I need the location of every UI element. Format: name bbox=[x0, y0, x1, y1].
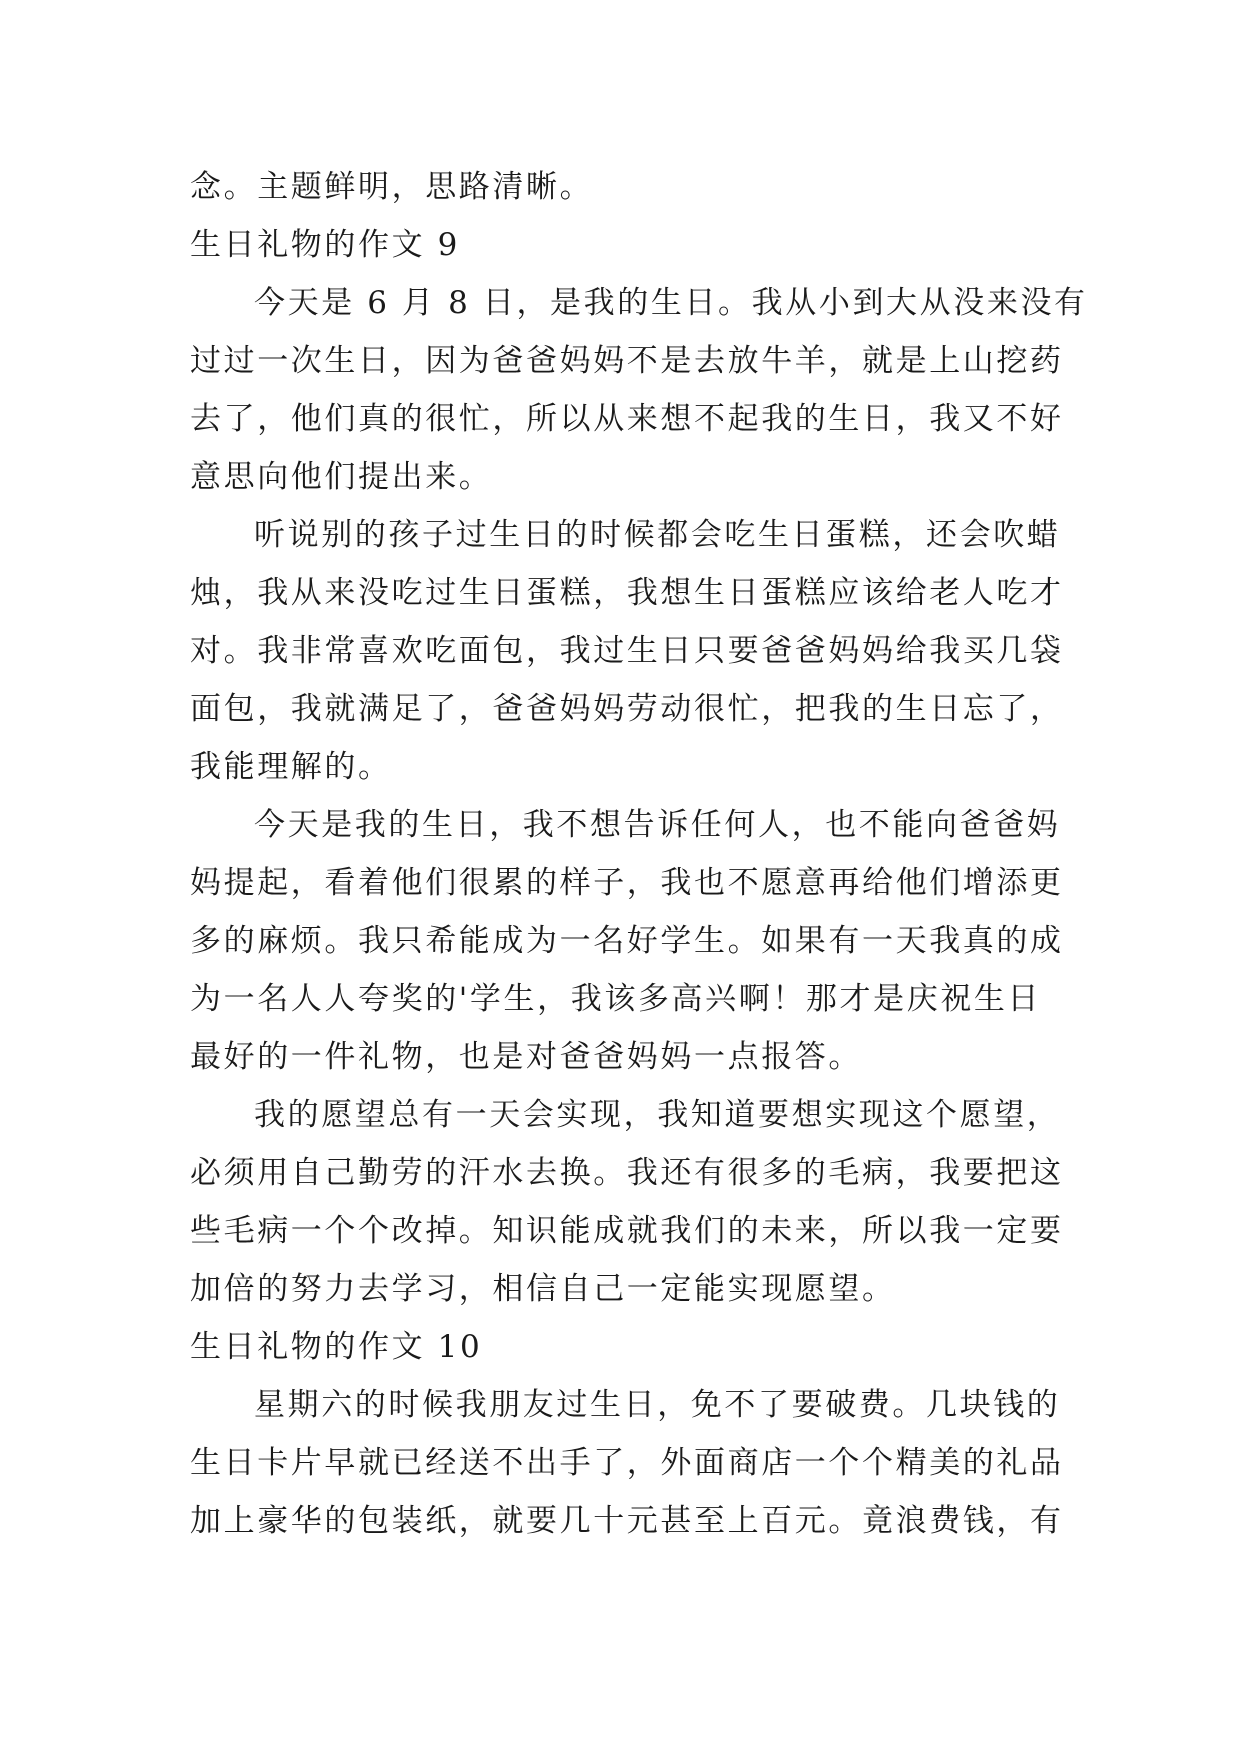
text-line: 加倍的努力去学习，相信自己一定能实现愿望。 bbox=[190, 1271, 896, 1307]
text-line: 烛，我从来没吃过生日蛋糕，我想生日蛋糕应该给老人吃才 bbox=[190, 575, 1064, 611]
text-line: 为一名人人夸奖的'学生，我该多高兴啊！那才是庆祝生日 bbox=[190, 981, 1042, 1017]
text-line: 最好的一件礼物，也是对爸爸妈妈一点报答。 bbox=[190, 1039, 862, 1075]
paragraph-start-line: 听说别的孩子过生日的时候都会吃生日蛋糕，还会吹蜡 bbox=[254, 517, 1061, 553]
text-line: 妈提起，看着他们很累的样子，我也不愿意再给他们增添更 bbox=[190, 865, 1064, 901]
text-line: 些毛病一个个改掉。知识能成就我们的未来，所以我一定要 bbox=[190, 1213, 1064, 1249]
paragraph-start-line: 今天是 6 月 8 日，是我的生日。我从小到大从没来没有 bbox=[254, 285, 1088, 321]
essay-heading: 生日礼物的作文 10 bbox=[190, 1329, 483, 1365]
essay-heading: 生日礼物的作文 9 bbox=[190, 227, 460, 263]
essay-body bbox=[190, 158, 1088, 1550]
text-line: 必须用自己勤劳的汗水去换。我还有很多的毛病，我要把这 bbox=[190, 1155, 1064, 1191]
paragraph-start-line: 今天是我的生日，我不想告诉任何人，也不能向爸爸妈 bbox=[254, 807, 1061, 843]
text-line: 过过一次生日，因为爸爸妈妈不是去放牛羊，就是上山挖药 bbox=[190, 343, 1064, 379]
paragraph-start-line: 我的愿望总有一天会实现，我知道要想实现这个愿望， bbox=[254, 1097, 1061, 1133]
text-line: 去了，他们真的很忙，所以从来想不起我的生日，我又不好 bbox=[190, 401, 1064, 437]
text-line: 加上豪华的包装纸，就要几十元甚至上百元。竟浪费钱，有 bbox=[190, 1503, 1064, 1539]
text-line: 生日卡片早就已经送不出手了，外面商店一个个精美的礼品 bbox=[190, 1445, 1064, 1481]
text-line: 我能理解的。 bbox=[190, 749, 392, 785]
text-line: 念。主题鲜明，思路清晰。 bbox=[190, 169, 594, 205]
text-line: 多的麻烦。我只希能成为一名好学生。如果有一天我真的成 bbox=[190, 923, 1064, 959]
paragraph-start-line: 星期六的时候我朋友过生日，免不了要破费。几块钱的 bbox=[254, 1387, 1061, 1423]
text-line: 意思向他们提出来。 bbox=[190, 459, 493, 495]
text-line: 面包，我就满足了，爸爸妈妈劳动很忙，把我的生日忘了， bbox=[190, 691, 1064, 727]
text-line: 对。我非常喜欢吃面包，我过生日只要爸爸妈妈给我买几袋 bbox=[190, 633, 1064, 669]
